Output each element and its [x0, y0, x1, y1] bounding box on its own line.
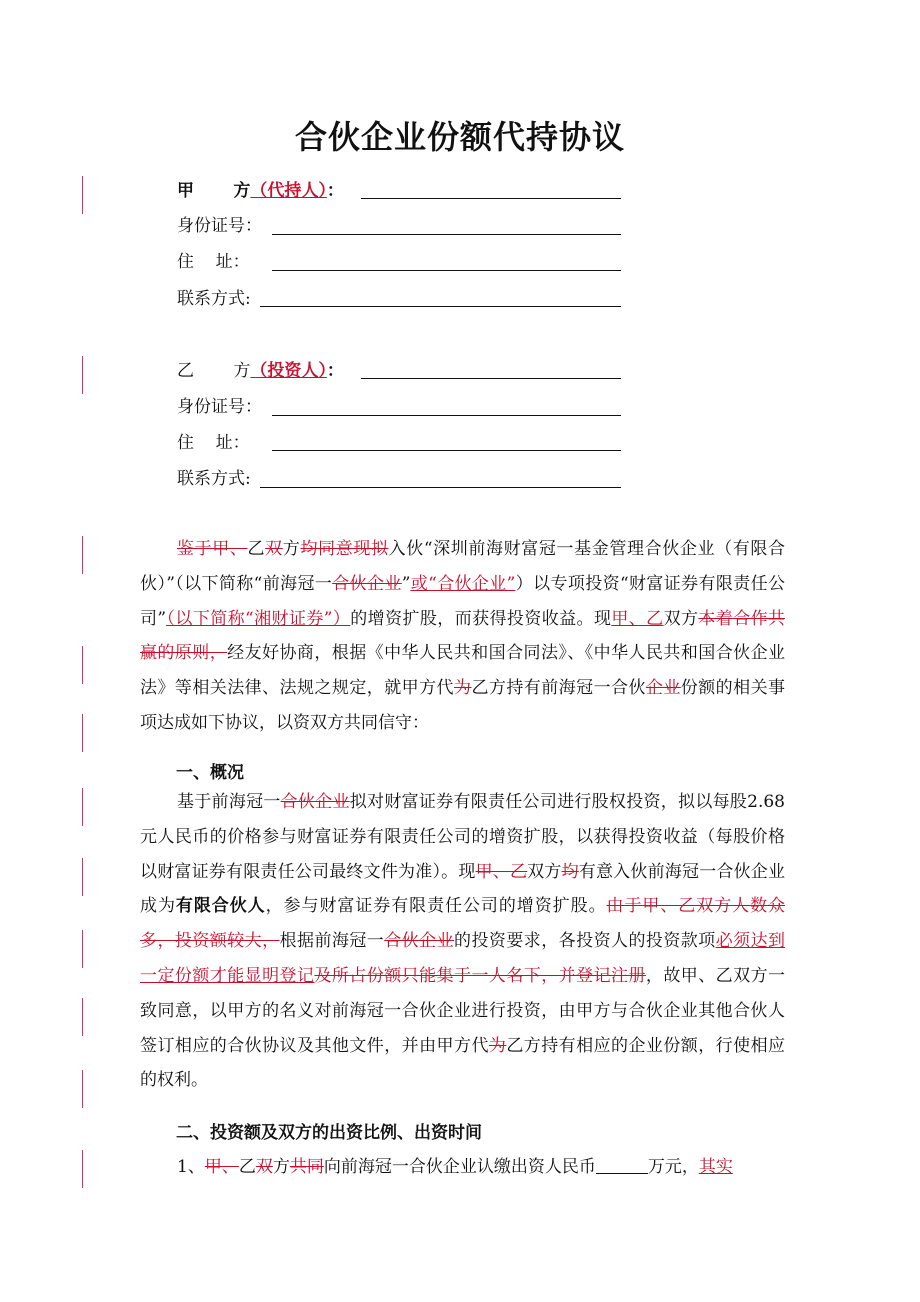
change-bar: [82, 646, 83, 684]
deleted-text: 为: [454, 678, 472, 699]
bold-text: 有限合伙人: [175, 896, 266, 917]
party-b-id-label: 身份证号：: [177, 397, 262, 417]
deleted-text: 及所占份额只能集于一人名下，并登记注册: [314, 965, 646, 986]
inserted-text: 其实: [698, 1157, 733, 1177]
section-1-heading: 一、概况: [176, 763, 244, 783]
text-run: 乙方持有前海冠一合伙: [471, 678, 646, 699]
text-run: 经友好协商，根据《中华人民共和国合同法》、《中华人民共和国合伙企业法》等相关法律、法规之规定，就甲方代: [140, 643, 786, 699]
section-2-heading: 二、投资额及双方的出资比例、出资时间: [176, 1123, 482, 1143]
change-bar: [82, 356, 83, 394]
text-run: 的投资要求，各投资人的投资款项: [454, 931, 716, 952]
party-b-char: 乙: [177, 361, 194, 381]
text-run: 双方: [663, 608, 699, 629]
party-a-colon: ：: [326, 181, 344, 201]
inserted-text: 甲、乙: [611, 608, 664, 629]
inserted-text: 必须达到一定份额才能显明登记: [140, 931, 786, 986]
party-b-label: [177, 361, 344, 381]
text-run: ）以专项投资“财富证券有限责任公司”: [140, 573, 785, 629]
party-a-role: （代持人）: [250, 181, 327, 201]
deleted-text: 鉴于甲、: [177, 539, 248, 559]
party-a-char-2: 方: [233, 181, 251, 201]
change-bar: [82, 1150, 83, 1188]
party-a-id-field[interactable]: [272, 234, 621, 235]
deleted-text: 均同意现拟: [300, 539, 389, 559]
party-a-label: [177, 181, 344, 201]
text-run: 根据前海冠一: [279, 931, 385, 952]
deleted-text: 合伙企业: [332, 573, 402, 594]
text-run: ，故甲、乙双方一致同意，以甲方的名义对前海冠一合伙企业进行投资，由甲方与合伙企业其他合伙人签订相应的合伙协议及其他文件，并由甲方代: [140, 965, 786, 1056]
party-a-char: 甲: [177, 181, 194, 201]
deleted-text: 合伙企业: [280, 792, 350, 812]
text-run: 拟对财富证券有限责任公司进行股权投资，拟以每股2.68元人民币的价格参与财富证券有限责任公司的增资扩股，以获得投资收益（每股价格以财富证券有限责任公司最终文件为准）。现: [140, 792, 786, 882]
text-run: 入伙“深圳前海财富冠一基金管理合伙企业（有限合伙）”（以下简称“前海冠一: [140, 539, 786, 594]
change-bar: [82, 788, 83, 826]
change-bar: [82, 998, 83, 1036]
text-run: 向前海冠一合伙企业认缴出资人民币: [323, 1157, 596, 1177]
text-run: ”: [401, 573, 411, 594]
inserted-text: 或“合伙企业”: [410, 573, 516, 594]
deleted-text: 均: [561, 861, 579, 882]
party-b-colon: ：: [326, 361, 344, 381]
text-run: 方: [272, 1157, 290, 1177]
deleted-text: 甲、: [204, 1157, 239, 1177]
deleted-text: 甲、乙: [475, 861, 528, 882]
party-b-address-label: 住 址：: [177, 433, 250, 453]
text-run: 乙: [247, 539, 266, 559]
deleted-text: 本着合作共赢的原则，: [140, 608, 786, 664]
text-run: 有意入伙前海冠一合伙企业成为: [140, 861, 786, 917]
party-b-contact-label: 联系方式:: [177, 469, 251, 489]
party-b-name-field[interactable]: [361, 378, 621, 379]
text-run: 万元，: [647, 1157, 699, 1177]
change-bar: [82, 714, 83, 752]
change-bar: [82, 930, 83, 968]
deleted-text: 企业: [645, 678, 681, 699]
inserted-text: （以下简称“湘财证券”）: [166, 608, 351, 629]
change-bar: [82, 858, 83, 896]
text-run: 方: [544, 861, 562, 882]
party-a-address-field[interactable]: [272, 270, 621, 271]
deleted-text: 由于甲、乙双方人数众多，投资额较大，: [140, 896, 786, 952]
change-bar: [82, 1070, 83, 1108]
change-bar: [82, 176, 83, 214]
text-run: 乙方持有相应的企业份额，行使相应的权利。: [140, 1035, 786, 1091]
section-1-paragraph: [140, 785, 785, 1098]
party-b-address-field[interactable]: [272, 450, 621, 451]
party-a-address-label: 住 址：: [177, 252, 250, 272]
party-a-id-label: 身份证号：: [177, 216, 262, 236]
document-title: 合伙企业份额代持协议: [294, 118, 625, 156]
preamble-paragraph: [140, 532, 785, 741]
party-b-id-field[interactable]: [272, 415, 621, 416]
party-a-contact-field[interactable]: [260, 306, 621, 307]
party-b-role: （投资人）: [250, 361, 327, 381]
deleted-text: 双: [255, 1157, 273, 1177]
party-a-name-field[interactable]: [361, 198, 621, 199]
deleted-text: 为: [488, 1035, 507, 1056]
deleted-text: 合伙企业: [384, 931, 455, 952]
text-run: 的增资扩股，而获得投资收益。现: [350, 608, 612, 629]
party-a-contact-label: 联系方式:: [177, 289, 251, 309]
text-run: 份额的相关事项达成如下协议，以资双方共同信守：: [140, 678, 786, 733]
text-run: ，参与财富证券有限责任公司的增资扩股。: [265, 896, 607, 917]
change-bar: [82, 536, 83, 574]
text-run: 双: [527, 861, 545, 882]
deleted-text: 共同: [289, 1157, 324, 1177]
text-run: 1、: [177, 1157, 205, 1177]
amount-blank-field[interactable]: [596, 1159, 648, 1174]
deleted-text: 双: [265, 539, 283, 559]
party-b-char-2: 方: [233, 361, 251, 381]
section-2-item-1: [177, 1157, 733, 1177]
text-run: 乙: [238, 1157, 256, 1177]
party-b-contact-field[interactable]: [260, 487, 621, 488]
text-run: 方: [282, 539, 301, 559]
text-run: 基于前海冠一: [177, 792, 281, 812]
